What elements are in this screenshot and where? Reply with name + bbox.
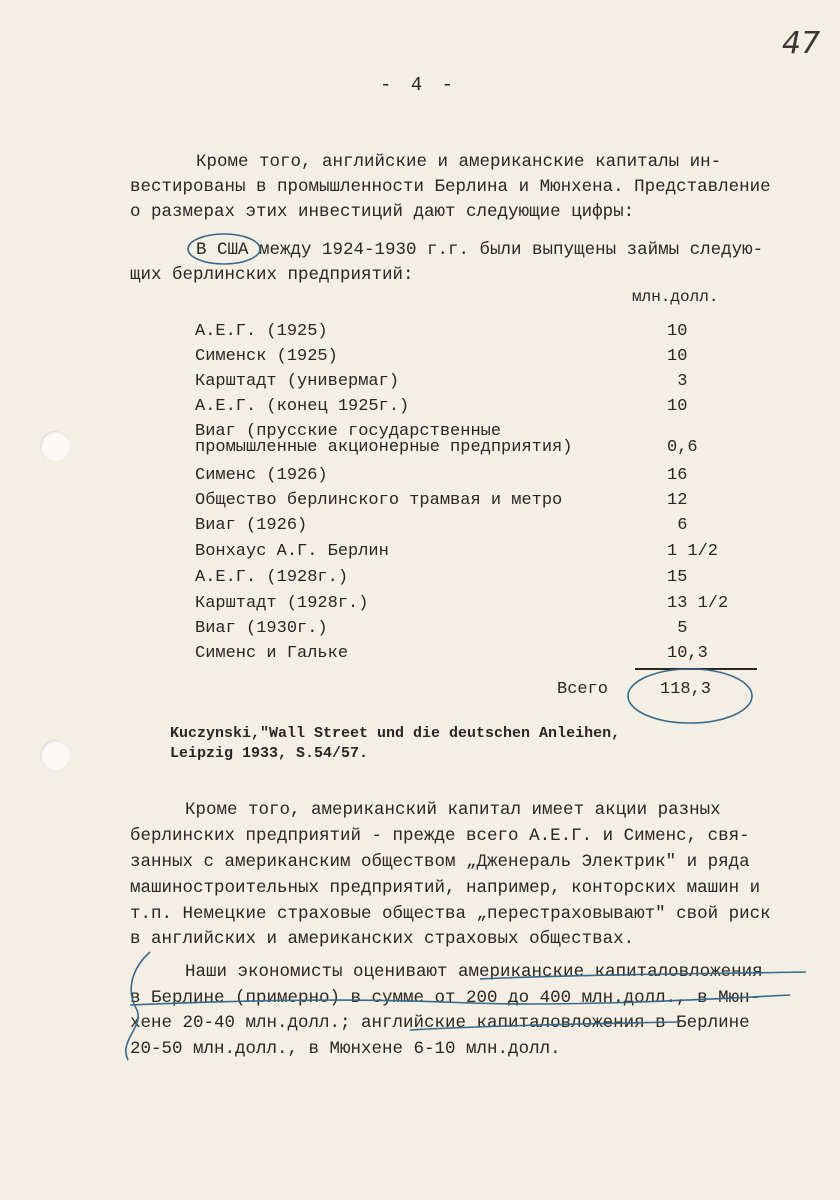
company-name: А.Е.Г. (1928г.) <box>195 568 349 587</box>
company-name: Карштадт (1928г.) <box>195 594 369 613</box>
loan-value: 10 <box>667 397 688 416</box>
company-name: А.Е.Г. (конец 1925г.) <box>195 397 410 416</box>
loan-value: 12 <box>667 491 688 510</box>
loan-value: 10,3 <box>667 644 708 663</box>
loan-value: 0,6 <box>667 438 698 457</box>
company-name: Виаг (прусские государственные промышленные акционерные предприятия) <box>195 422 573 457</box>
text-line: вестированы в промышленности Берлина и Мюнхена. Представление <box>130 177 771 197</box>
text-line: в Берлине (примерно) в сумме от 200 до 400 млн.долл., в Мюн- <box>130 988 761 1008</box>
company-name: Виаг (1926) <box>195 516 308 535</box>
citation-line: Kuczynski,"Wall Street und die deutschen Anleihen, <box>170 725 621 742</box>
text-line: о размерах этих инвестиций дают следующие цифры: <box>130 202 635 222</box>
text-line: т.п. Немецкие страховые общества „перестраховывают" свой риск <box>130 904 771 924</box>
citation-line: Leipzig 1933, S.54/57. <box>170 745 369 762</box>
text-line: машиностроительных предприятий, например, конторских машин и <box>130 878 761 898</box>
total-value: 118,3 <box>660 680 712 699</box>
text-line: занных с американским обществом „Дженераль Электрик" и ряда <box>130 852 750 872</box>
company-name: Сименс (1926) <box>195 466 328 485</box>
company-name: А.Е.Г. (1925) <box>195 322 328 341</box>
company-name: Сименск (1925) <box>195 347 338 366</box>
loan-value: 13 1/2 <box>667 594 729 613</box>
loan-value: 1 1/2 <box>667 542 719 561</box>
text-line: Кроме того, английские и американские капиталы ин- <box>196 152 722 172</box>
loan-value: 5 <box>667 619 688 638</box>
company-name: Виаг (1930г.) <box>195 619 328 638</box>
total-rule <box>635 668 757 670</box>
loan-value: 16 <box>667 466 688 485</box>
text-line: хене 20-40 млн.долл.; английские капиталовложения в Берлине <box>130 1013 750 1033</box>
text-line: В США между 1924-1930 г.г. были выпущены займы следую- <box>196 240 764 260</box>
company-name: Карштадт (универмаг) <box>195 372 400 391</box>
text-line: 20-50 млн.долл., в Мюнхене 6-10 млн.долл. <box>130 1039 561 1059</box>
table-unit-header: млн.долл. <box>632 288 719 306</box>
total-label: Всего <box>557 680 609 699</box>
page-number: - 4 - <box>380 74 458 96</box>
punch-hole <box>40 740 70 770</box>
loan-value: 10 <box>667 322 688 341</box>
company-name: Сименс и Гальке <box>195 644 349 663</box>
text-line: в английских и американских страховых обществах. <box>130 929 635 949</box>
loan-value: 10 <box>667 347 688 366</box>
loan-value: 6 <box>667 516 688 535</box>
text-line: Наши экономисты оценивают американские капиталовложения <box>185 962 763 982</box>
archive-page-number: 47 <box>782 26 821 61</box>
loan-value: 3 <box>667 372 688 391</box>
loan-value: 15 <box>667 568 688 587</box>
punch-hole <box>40 431 70 461</box>
text-line: щих берлинских предприятий: <box>130 265 414 285</box>
text-line: Кроме того, американский капитал имеет акции разных <box>185 800 721 820</box>
company-name: Общество берлинского трамвая и метро <box>195 491 563 510</box>
text-line: берлинских предприятий - прежде всего А.Е.Г. и Сименс, свя- <box>130 826 750 846</box>
company-name: Вонхаус А.Г. Берлин <box>195 542 389 561</box>
